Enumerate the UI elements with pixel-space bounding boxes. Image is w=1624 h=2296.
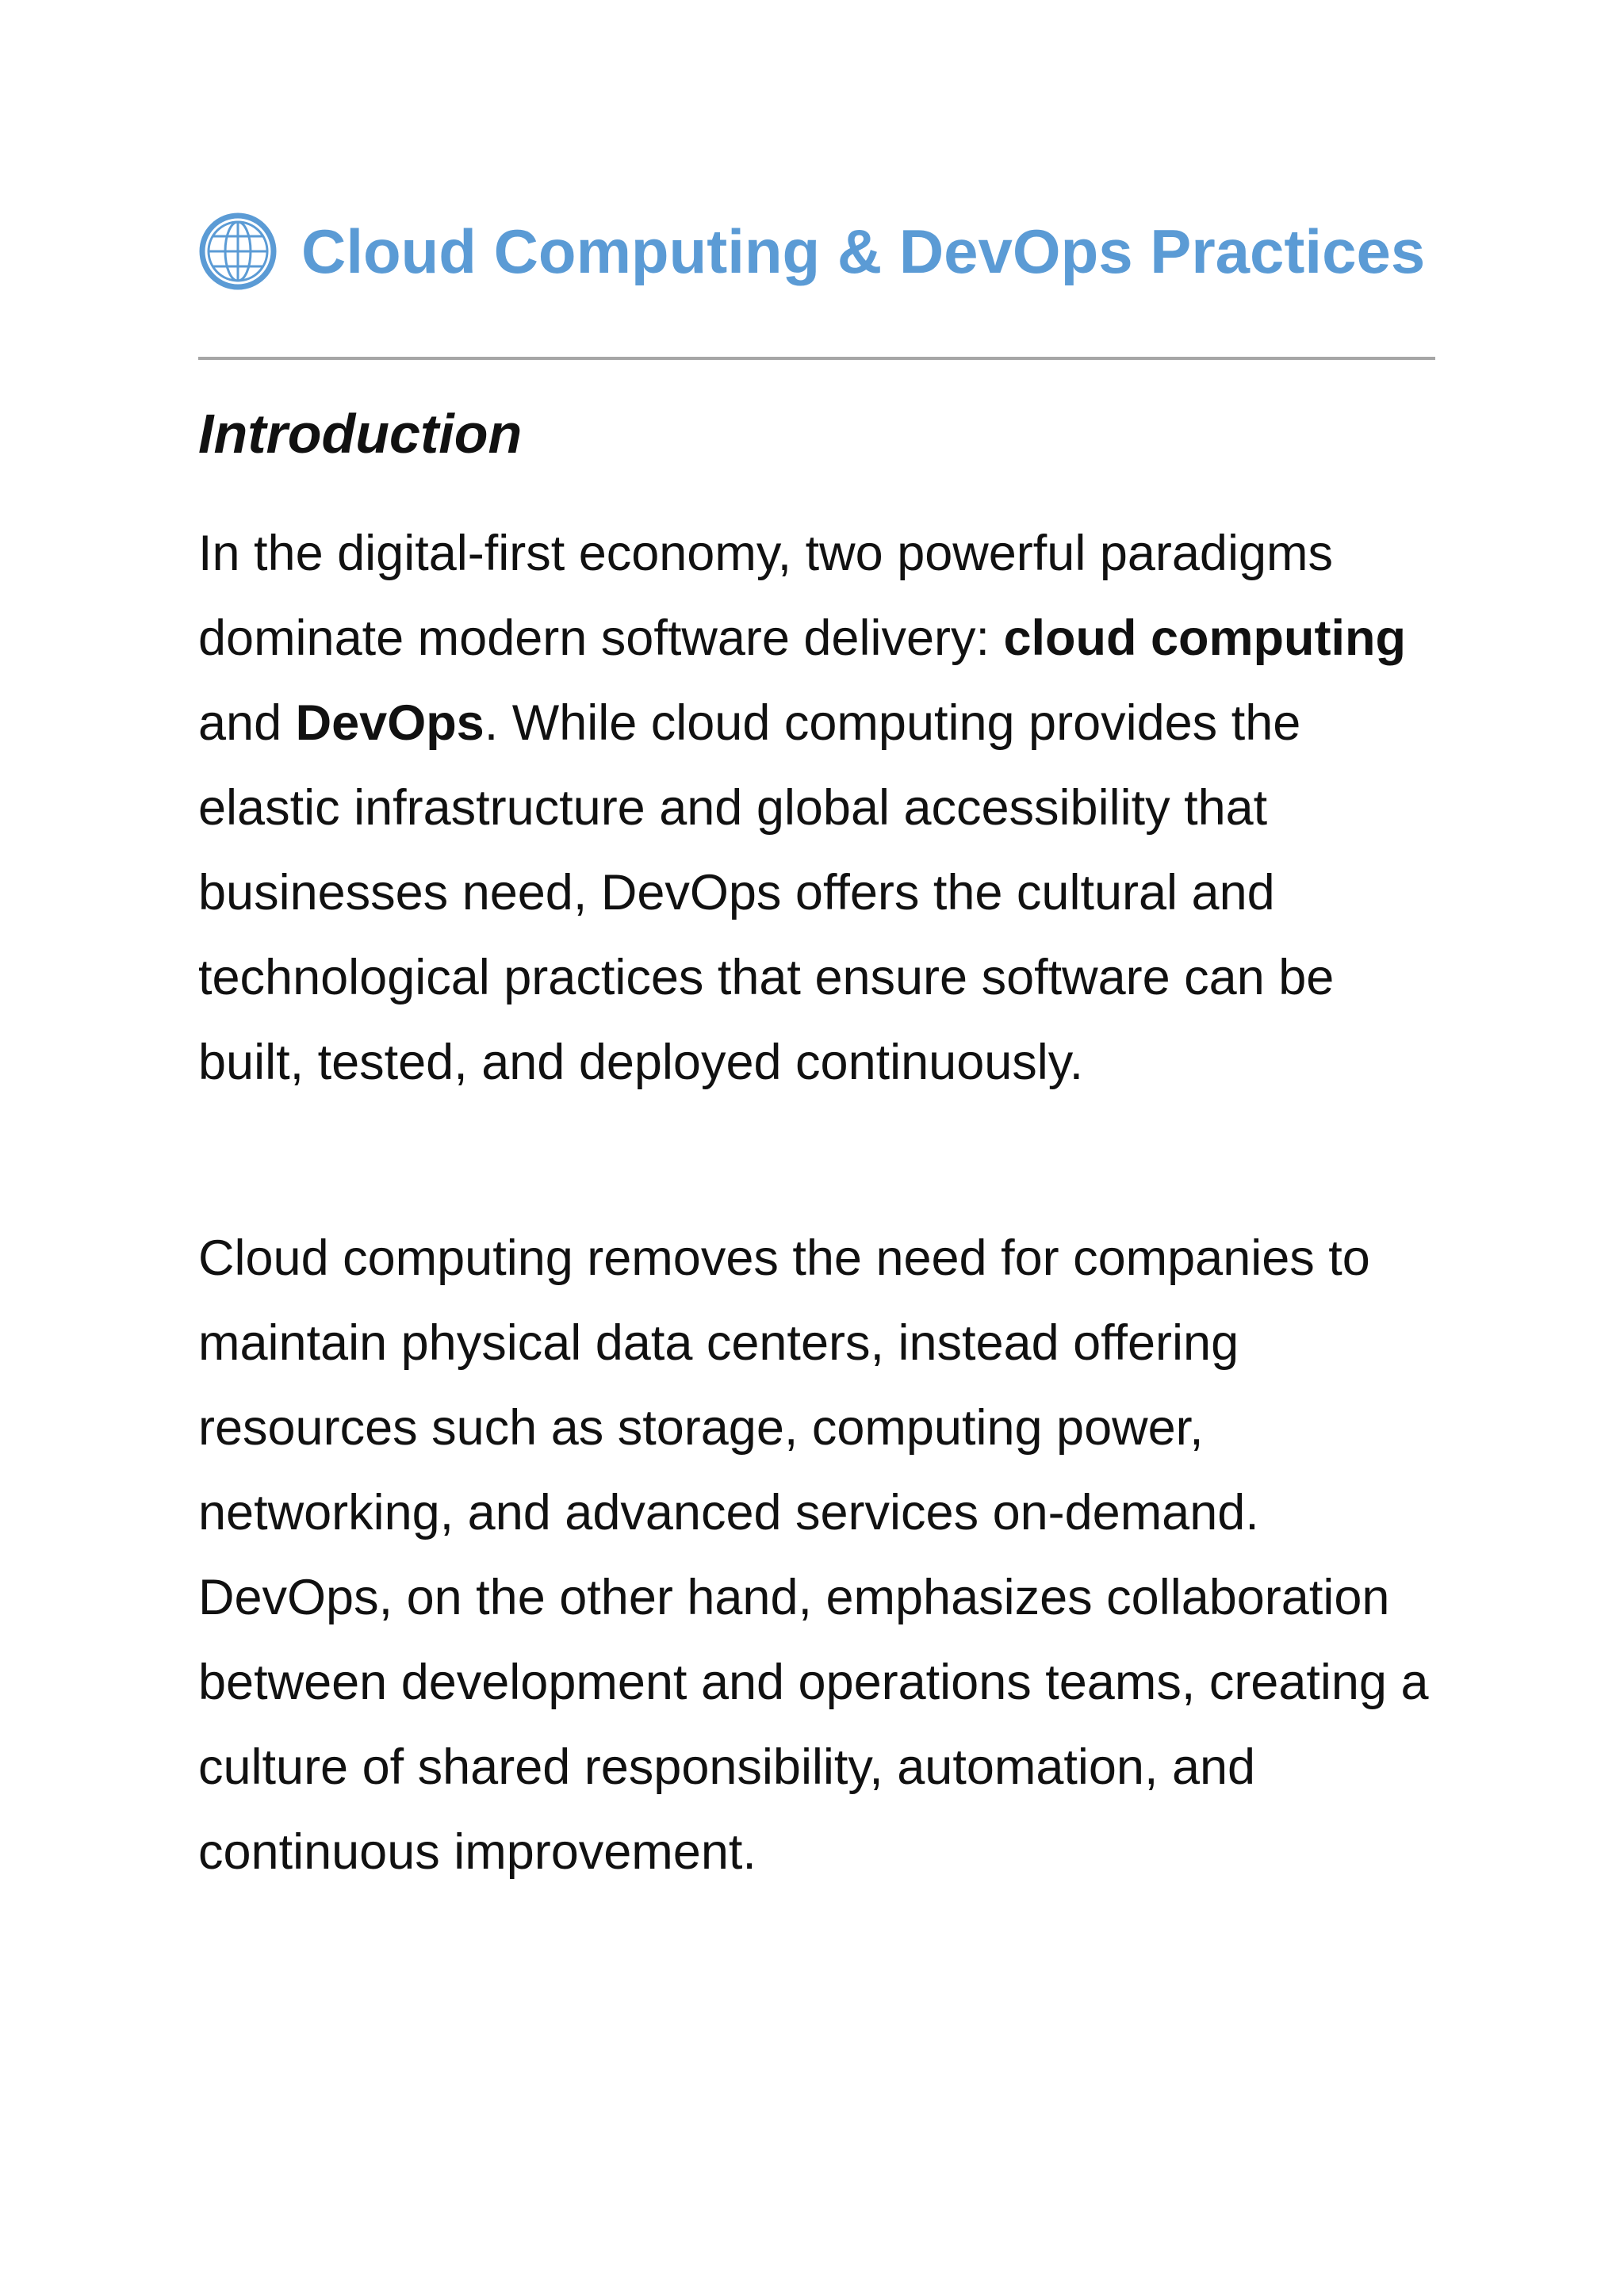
globe-icon [198,212,278,291]
intro-paragraph-2: Cloud computing removes the need for companies to maintain physical data centers, instead offering resources such as storage, computing power, networking, and advanced services on-demand. DevOps, on the other hand, emphasizes collaboration between development and operations teams, creating a culture of shared responsibility, automation, and continuous improvement. [198,1230,1429,1880]
paragraph-text: and [198,695,296,751]
bold-term-devops: DevOps [295,695,485,751]
paragraph-text: . While cloud computing provides the elastic infrastructure and global accessibility that businesses need, DevOps offers the cultural and technological practices that ensure software can be built, tested, and deployed continuously. [198,695,1335,1090]
page-title: Cloud Computing & DevOps Practices [301,216,1426,286]
intro-paragraph-1 [198,511,1435,1105]
section-heading-introduction: Introduction [198,403,523,465]
title-divider [198,357,1435,360]
bold-term-cloud-computing: cloud computing [1003,610,1406,666]
paragraph-text: In the digital-first economy, two powerful paradigms dominate modern software delivery: [198,526,1333,666]
title-row [198,208,1425,295]
